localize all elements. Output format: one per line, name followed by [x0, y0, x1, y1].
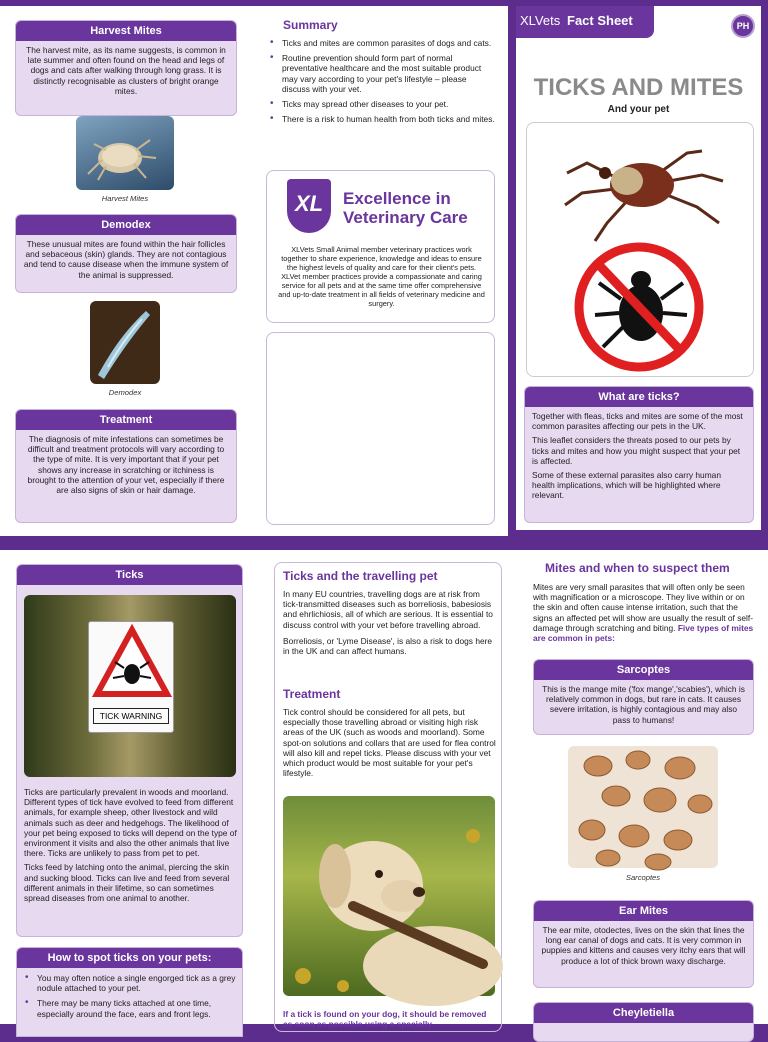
spot-ticks-item: • There may be many ticks attached at one time, especially around the face, ears and front legs.	[21, 998, 236, 1018]
travelling-para: Borreliosis, or 'Lyme Disease', is also a risk to dogs here in the UK and can affect humans.	[283, 635, 493, 657]
mites-intro-text: Mites are very small parasites that will often only be seen with magnification or a microscope. They live within or on the skin and often cause intense irritation, such that the signs an affected pet will show are usually the result of self-damage through scratching and biting.	[533, 582, 754, 633]
mites-intro	[533, 582, 755, 643]
dog-photo	[283, 796, 495, 996]
tick-treatment-text: Tick control should be considered for all pets, but especially those travelling abroad or visiting high risk areas of the UK (such as woods and moorland). Some spot-on solutions and collars that are used for flea control will also kill and repel ticks. Please discuss with your vet which product would be most suitable for your pet's lifestyle.	[283, 707, 496, 779]
travelling-heading: Ticks and the travelling pet	[283, 569, 438, 583]
travelling-box	[274, 562, 502, 1032]
ticks-box	[16, 564, 243, 937]
harvest-mites-text: The harvest mite, as its name suggests, is common in late summer and often found on the head and legs of dogs and cats after walking through long grass. It is distinctly recognisable as clusters of bright orange mites.	[26, 45, 226, 96]
harvest-mites-caption: Harvest Mites	[101, 194, 149, 203]
ear-mites-text: The ear mite, otodectes, lives on the skin that lines the long ear canal of dogs and cats. It is very common in puppies and kittens and causes very itchy ears that will produce a lot of thick brown waxy discharge.	[541, 925, 746, 966]
tick-treatment-heading: Treatment	[283, 687, 341, 701]
what-are-ticks-para: Together with fleas, ticks and mites are some of the most common parasites affecting our pets in the UK.	[532, 411, 743, 432]
demodex-heading: Demodex	[16, 215, 236, 235]
xl-logo-line2: Veterinary Care	[343, 208, 468, 227]
demodex-box	[15, 214, 237, 293]
tick-warning-sign	[88, 621, 174, 733]
practice-badge-icon	[731, 14, 755, 38]
ticks-heading: Ticks	[17, 565, 242, 585]
sarcoptes-photo	[568, 746, 718, 868]
what-are-ticks-para: This leaflet considers the threats posed to our pets by ticks and mites and how you might suspect that your pet is affected.	[532, 435, 741, 466]
cover-subtitle: And your pet	[607, 104, 670, 115]
xl-logo	[287, 179, 487, 235]
ticks-para: Ticks are particularly prevalent in woods and moorland. Different types of tick have evolved to feed from different animals, for example sheep, other livestock and wild animals such as deer and hedgehogs. The likelihood of your pet being exposed to ticks will depend on the type of environment it visits and also the other animals that live there. Ticks are unlikely to pass from pet to pet.	[24, 787, 237, 859]
spot-ticks-item: • You may often notice a single engorged tick as a grey nodule attached to your pet.	[21, 973, 236, 993]
treatment-box	[15, 409, 237, 523]
ear-mites-heading: Ear Mites	[534, 901, 753, 921]
demodex-text: These unusual mites are found within the hair follicles and sebaceous (skin) glands. They are not contagious and tend to cause disease when the immune system of the animal is suppressed.	[23, 239, 229, 280]
top-sheet	[0, 6, 508, 536]
spot-ticks-list	[17, 968, 242, 1019]
xl-box	[266, 170, 495, 323]
brand-name: XLVets	[520, 13, 561, 28]
spot-ticks-heading: How to spot ticks on your pets:	[17, 948, 242, 968]
what-are-ticks-para: Some of these external parasites also carry human health implications, which will be highlighted where relevant.	[532, 470, 721, 501]
summary-list	[266, 38, 496, 129]
xl-logo-letters: XL	[294, 191, 324, 216]
sarcoptes-box	[533, 659, 754, 735]
cover-panel	[516, 6, 761, 530]
sarcoptes-text: This is the mange mite ('fox mange','scabies'), which is relatively common in dogs, but rare in cats. It causes severe irritation, is highly contagious and may also pass to humans!	[542, 684, 745, 725]
blank-box	[266, 332, 495, 525]
demodex-caption: Demodex	[108, 388, 142, 397]
treatment-text: The diagnosis of mite infestations can sometimes be difficult and treatment protocols will vary according to the type of mite. It is very important that if your pet shows any increase in scratching or itchiness is brought to the attention of your vet, especially if there are also signs of skin or hair damage.	[27, 434, 225, 496]
travelling-para: In many EU countries, travelling dogs are at risk from tick-transmitted diseases such as borreliosis, babesiosis and ehrlichiosis, all of which are serious. It is essential to discuss control with your vet before travelling abroad.	[283, 589, 493, 630]
cheyletiella-heading: Cheyletiella	[534, 1003, 753, 1023]
warning-triangle-icon	[89, 622, 175, 702]
cover-title: TICKS AND MITES	[533, 74, 744, 101]
cheyletiella-box	[533, 1002, 754, 1042]
treatment-heading: Treatment	[16, 410, 236, 430]
ticks-para: Ticks feed by latching onto the animal, piercing the skin and sucking blood. Ticks can live and feed from several different animals in their lifetime, so can sometimes spread diseases from one animal to another.	[24, 862, 230, 904]
tick-warning-label: TICK WARNING	[93, 708, 169, 724]
mites-heading: Mites and when to suspect them	[545, 561, 730, 575]
demodex-photo	[90, 301, 160, 384]
tick-removal-text: If a tick is found on your dog, it should be removed as soon as possible using a specially	[283, 1009, 487, 1030]
tick-warning-photo	[24, 595, 236, 777]
summary-item: • Routine prevention should form part of normal preventative healthcare and the most suitable product may vary according to your pet's lifestyle – please discuss with your vet.	[266, 53, 496, 94]
what-are-ticks-heading: What are ticks?	[525, 387, 753, 407]
ear-mites-box	[533, 900, 754, 988]
travelling-text	[283, 589, 497, 662]
cover-image	[526, 122, 754, 377]
summary-item: • Ticks may spread other diseases to your pet.	[266, 99, 496, 109]
what-are-ticks-box	[524, 386, 754, 523]
tick-and-no-tick-illustration	[527, 123, 755, 378]
mites-intro-highlight: Five types of mites are common in pets:	[533, 622, 754, 644]
sarcoptes-caption: Sarcoptes	[625, 873, 661, 882]
summary-item: • There is a risk to human health from both ticks and mites.	[266, 114, 496, 124]
xl-description: XLVets Small Animal member veterinary practices work together to share experience, knowledge and ideas to ensure the highest levels of quality and care for their client's pets. XLVet member practices provide a compassionate and caring service for all pets and at the same time offer comprehensive and up-to-date treatment in all fields of veterinary medicine and surgery.	[278, 245, 485, 308]
spot-ticks-box	[16, 947, 243, 1037]
brand-fact-sheet: Fact Sheet	[567, 13, 633, 28]
sarcoptes-heading: Sarcoptes	[534, 660, 753, 680]
practice-badge-text: PH	[736, 21, 750, 31]
harvest-mites-box	[15, 20, 237, 116]
harvest-mite-photo	[76, 116, 174, 190]
xl-shield-icon	[287, 179, 331, 233]
xl-logo-line1: Excellence in	[343, 189, 451, 208]
bottom-sheet	[0, 550, 768, 1030]
cover-brand-bar	[516, 6, 654, 38]
summary-item: • Ticks and mites are common parasites of dogs and cats.	[266, 38, 496, 48]
harvest-mites-heading: Harvest Mites	[16, 21, 236, 41]
summary-heading: Summary	[283, 18, 338, 32]
